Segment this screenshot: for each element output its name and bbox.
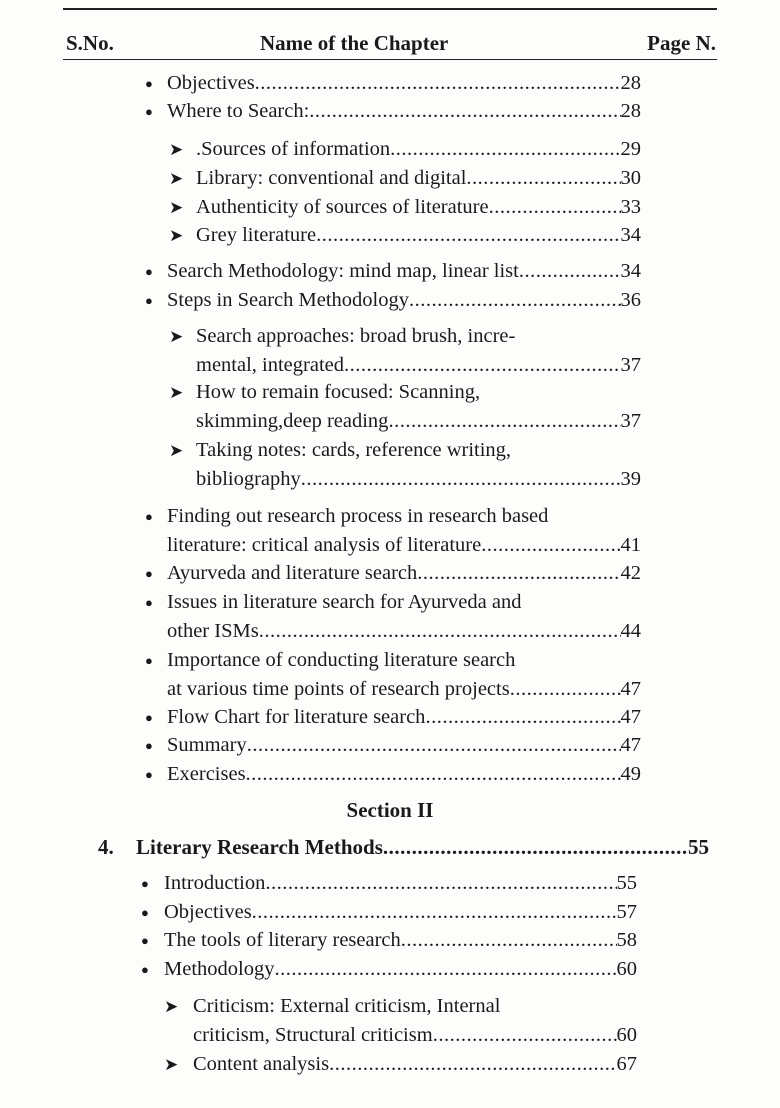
entry-title: Search Methodology: mind map, linear list	[167, 259, 519, 282]
entry-title: skimming,deep reading	[196, 409, 389, 432]
bullet-icon: ●	[145, 508, 153, 524]
page-number: 37	[620, 409, 641, 432]
dot-leader	[246, 760, 621, 789]
page-number: 55	[688, 834, 709, 859]
chapter-number: 4.	[98, 834, 114, 859]
bullet-icon: ●	[141, 932, 149, 948]
arrow-bullet-icon: ➤	[169, 197, 184, 217]
toc-entry	[169, 436, 641, 494]
entry-title: Flow Chart for literature search	[167, 705, 426, 728]
arrow-bullet-icon: ➤	[169, 326, 184, 346]
header-sno: S.No.	[66, 31, 114, 55]
toc-entry	[169, 135, 641, 164]
bullet-icon: ●	[145, 565, 153, 581]
dot-leader	[301, 465, 621, 494]
page-number: 30	[620, 166, 641, 189]
bullet-icon: ●	[145, 737, 153, 753]
entry-title: Content analysis	[193, 1052, 330, 1075]
section-heading: Section II	[346, 798, 434, 822]
page-number: 57	[616, 900, 637, 923]
page-number: 33	[620, 195, 641, 218]
page-number: 41	[620, 533, 641, 556]
entry-title: How to remain focused: Scanning,	[196, 380, 481, 403]
entry-title: The tools of literary research	[164, 928, 401, 951]
dot-leader	[417, 559, 620, 588]
toc-entry	[145, 703, 641, 732]
dot-leader	[489, 193, 621, 222]
page-number: 60	[616, 1023, 637, 1046]
arrow-bullet-icon: ➤	[169, 440, 184, 460]
toc-entry	[169, 378, 641, 436]
top-rule	[63, 8, 717, 10]
toc-entry	[145, 588, 641, 646]
entry-title: Finding out research process in research based	[167, 504, 549, 527]
toc-entry	[98, 833, 709, 862]
arrow-bullet-icon: ➤	[164, 1054, 179, 1074]
bullet-icon: ●	[145, 594, 153, 610]
toc-entry	[145, 559, 641, 588]
dot-leader	[510, 675, 621, 704]
bullet-icon: ●	[145, 263, 153, 279]
entry-title: Objectives	[167, 71, 255, 94]
dot-leader	[274, 955, 616, 984]
toc-entry	[145, 286, 641, 315]
page-number: 47	[620, 705, 641, 728]
toc-entry	[145, 97, 641, 126]
entry-title: other ISMs	[167, 619, 259, 642]
arrow-bullet-icon: ➤	[169, 225, 184, 245]
toc-entry	[141, 955, 637, 984]
entry-title: at various time points of research projects	[167, 677, 510, 700]
entry-title: Search approaches: broad brush, incre-	[196, 324, 516, 347]
entry-title: criticism, Structural criticism	[193, 1023, 433, 1046]
dot-leader	[309, 97, 620, 126]
bullet-icon: ●	[145, 103, 153, 119]
toc-entry	[169, 221, 641, 250]
page-number: 29	[620, 137, 641, 160]
entry-title: Summary	[167, 733, 247, 756]
dot-leader	[344, 351, 621, 380]
page-number: 28	[620, 71, 641, 94]
bullet-icon: ●	[145, 292, 153, 308]
toc-entry	[145, 69, 641, 98]
arrow-bullet-icon: ➤	[169, 139, 184, 159]
entry-title: Ayurveda and literature search	[167, 561, 418, 584]
dot-leader	[409, 286, 621, 315]
dot-leader	[265, 869, 616, 898]
entry-title: Methodology	[164, 957, 275, 980]
dot-leader	[316, 221, 620, 250]
bullet-icon: ●	[145, 652, 153, 668]
header-page-number: Page N.	[647, 31, 716, 55]
page-number: 67	[616, 1052, 637, 1075]
page-number: 39	[620, 467, 641, 490]
page-number: 55	[616, 871, 637, 894]
page-number: 58	[616, 928, 637, 951]
entry-title: Steps in Search Methodology	[167, 288, 409, 311]
toc-entry	[141, 898, 637, 927]
entry-title: mental, integrated	[196, 353, 344, 376]
page-number: 47	[620, 733, 641, 756]
page-number: 60	[616, 957, 637, 980]
toc-entry	[169, 193, 641, 222]
page-number: 37	[620, 353, 641, 376]
dot-leader	[329, 1050, 616, 1079]
entry-title: Library: conventional and digital	[196, 166, 467, 189]
entry-title: Criticism: External criticism, Internal	[193, 994, 501, 1017]
toc-entry	[145, 760, 641, 789]
entry-title: Authenticity of sources of literature	[196, 195, 489, 218]
toc-entry	[141, 926, 637, 955]
toc-entry	[145, 646, 641, 704]
toc-entry	[145, 257, 641, 286]
toc-entry	[164, 992, 637, 1050]
bullet-icon: ●	[145, 709, 153, 725]
page-number: 34	[620, 259, 641, 282]
toc-entry	[141, 869, 637, 898]
dot-leader	[383, 833, 688, 862]
bullet-icon: ●	[145, 75, 153, 91]
entry-title: bibliography	[196, 467, 301, 490]
bullet-icon: ●	[145, 766, 153, 782]
entry-title: Introduction	[164, 871, 266, 894]
dot-leader	[259, 617, 621, 646]
dot-leader	[401, 926, 617, 955]
arrow-bullet-icon: ➤	[164, 996, 179, 1016]
entry-title: .Sources of information	[196, 137, 391, 160]
page-number: 28	[620, 99, 641, 122]
dot-leader	[255, 69, 621, 98]
entry-title: Issues in literature search for Ayurveda and	[167, 590, 522, 613]
page-number: 49	[620, 762, 641, 785]
arrow-bullet-icon: ➤	[169, 168, 184, 188]
entry-title: Where to Search:	[167, 99, 310, 122]
page-number: 42	[620, 561, 641, 584]
dot-leader	[247, 731, 621, 760]
bullet-icon: ●	[141, 961, 149, 977]
dot-leader	[390, 135, 620, 164]
dot-leader	[466, 164, 620, 193]
arrow-bullet-icon: ➤	[169, 382, 184, 402]
toc-entry	[164, 1050, 637, 1079]
page-number: 34	[620, 223, 641, 246]
page-number: 47	[620, 677, 641, 700]
entry-title: Taking notes: cards, reference writing,	[196, 438, 512, 461]
bullet-icon: ●	[141, 904, 149, 920]
bullet-icon: ●	[141, 875, 149, 891]
entry-title: literature: critical analysis of literature	[167, 533, 482, 556]
toc-entry	[145, 731, 641, 760]
dot-leader	[252, 898, 617, 927]
dot-leader	[388, 407, 620, 436]
entry-title: Literary Research Methods	[136, 834, 383, 859]
entry-title: Exercises	[167, 762, 246, 785]
entry-title: Objectives	[164, 900, 252, 923]
page-number: 36	[620, 288, 641, 311]
toc-entry	[169, 322, 641, 380]
dot-leader	[481, 531, 620, 560]
toc-entry	[145, 502, 641, 560]
dot-leader	[519, 257, 621, 286]
entry-title: Importance of conducting literature search	[167, 648, 516, 671]
dot-leader	[433, 1021, 617, 1050]
page-number: 44	[620, 619, 641, 642]
header-rule	[63, 59, 717, 60]
dot-leader	[425, 703, 620, 732]
entry-title: Grey literature	[196, 223, 317, 246]
header-chapter-name: Name of the Chapter	[260, 31, 449, 55]
toc-entry	[169, 164, 641, 193]
